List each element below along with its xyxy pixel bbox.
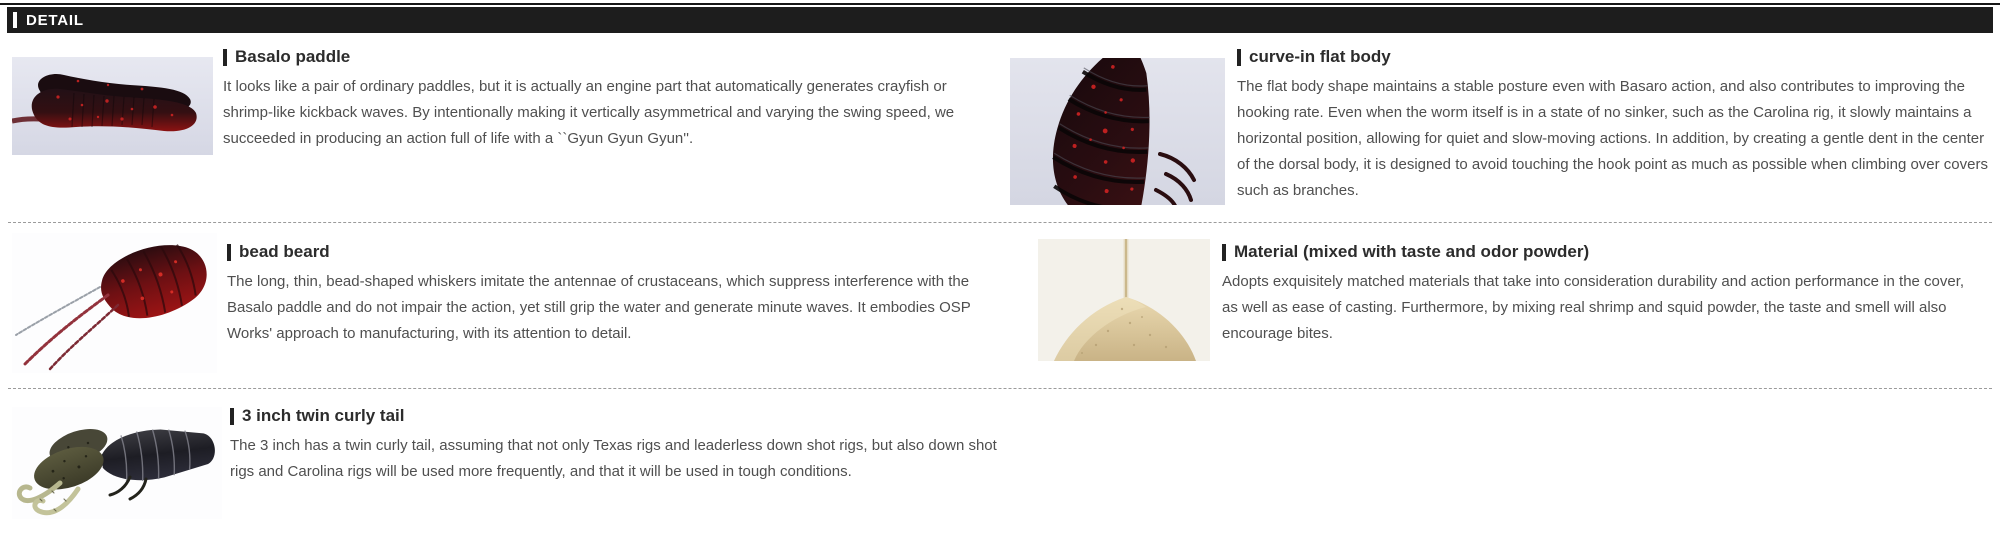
feature-grid bbox=[0, 33, 2000, 546]
page-title: DETAIL bbox=[26, 11, 84, 29]
feature-text-block bbox=[227, 241, 1000, 347]
header-accent-bar bbox=[13, 12, 17, 28]
bead-beard-photo bbox=[12, 233, 217, 373]
heading-accent-bar bbox=[1237, 49, 1241, 66]
heading-accent-bar bbox=[227, 244, 231, 261]
feature-row-2 bbox=[8, 222, 1992, 388]
detail-header-bar bbox=[7, 7, 1993, 33]
crayfish-paddle-photo bbox=[12, 57, 213, 155]
feature-heading-curve-in-flat-body bbox=[1237, 46, 1992, 68]
heading-accent-bar bbox=[223, 49, 227, 66]
feature-twin-curly-tail bbox=[8, 399, 1000, 546]
feature-heading-bead-beard bbox=[227, 241, 1000, 263]
feature-description: It looks like a pair of ordinary paddles, but it is actually an engine part that automatically generates crayfish or shrimp-like kickback waves. By intentionally making it vertically asymmetrical and varying the swing speed, we succeeded in producing an action full of life with a ``Gyun Gyun Gyun''. bbox=[223, 78, 955, 147]
feature-heading-material bbox=[1222, 241, 1992, 263]
feature-heading-label: Basalo paddle bbox=[235, 47, 351, 66]
heading-accent-bar bbox=[230, 408, 234, 425]
feature-description: Adopts exquisitely matched materials that take into consideration durability and action performance in the cover, as well as ease of casting. Furthermore, by mixing real shrimp and squid powder, the taste and smell will also encourage bites. bbox=[1222, 273, 1965, 342]
detail-page bbox=[0, 3, 2000, 550]
feature-bead-beard bbox=[8, 233, 1000, 388]
top-divider-rule bbox=[0, 3, 2000, 5]
feature-description: The long, thin, bead-shaped whiskers imitate the antennae of crustaceans, which suppress interference with the Basalo paddle and do not impair the action, yet still grip the water and generate minute waves. It embodies OSP Works' approach to manufacturing, with its attention to detail. bbox=[227, 273, 971, 342]
empty-cell bbox=[1000, 399, 1992, 546]
feature-basalo-paddle bbox=[8, 46, 1000, 222]
feature-heading-label: curve-in flat body bbox=[1249, 47, 1391, 66]
feature-text-block bbox=[1222, 241, 1992, 347]
feature-row-1 bbox=[8, 33, 1992, 222]
feature-row-3 bbox=[8, 388, 1992, 546]
feature-text-block bbox=[1237, 46, 1992, 204]
feature-text-block bbox=[230, 405, 1000, 485]
feature-curve-in-flat-body bbox=[1000, 46, 1992, 222]
feature-description: The 3 inch has a twin curly tail, assuming that not only Texas rigs and leaderless down shot rigs, but also down shot rigs and Carolina rigs will be used more frequently, and that it will be used in tough conditions. bbox=[230, 437, 997, 480]
feature-heading-basalo-paddle bbox=[223, 46, 1000, 68]
feature-heading-label: Material (mixed with taste and odor powder) bbox=[1234, 242, 1590, 261]
feature-heading-twin-curly-tail bbox=[230, 405, 1000, 427]
feature-heading-label: bead beard bbox=[239, 242, 330, 261]
twin-curly-tail-lure-photo bbox=[12, 407, 222, 519]
heading-accent-bar bbox=[1222, 244, 1226, 261]
feature-description: The flat body shape maintains a stable posture even with Basaro action, and also contributes to improving the hooking rate. Even when the worm itself is in a state of no sinker, such as the Carolina rig, it slowly maintains a horizontal position, allowing for quiet and slow-moving actions. In addition, by creating a gentle dent in the center of the dorsal body, it is designed to avoid touching the hook point as much as possible when climbing over covers such as branches. bbox=[1237, 78, 1988, 199]
feature-material bbox=[1000, 233, 1992, 388]
feature-text-block bbox=[223, 46, 1000, 152]
feature-heading-label: 3 inch twin curly tail bbox=[242, 406, 405, 425]
taste-odor-powder-photo bbox=[1038, 239, 1210, 361]
flat-body-photo bbox=[1010, 58, 1225, 205]
